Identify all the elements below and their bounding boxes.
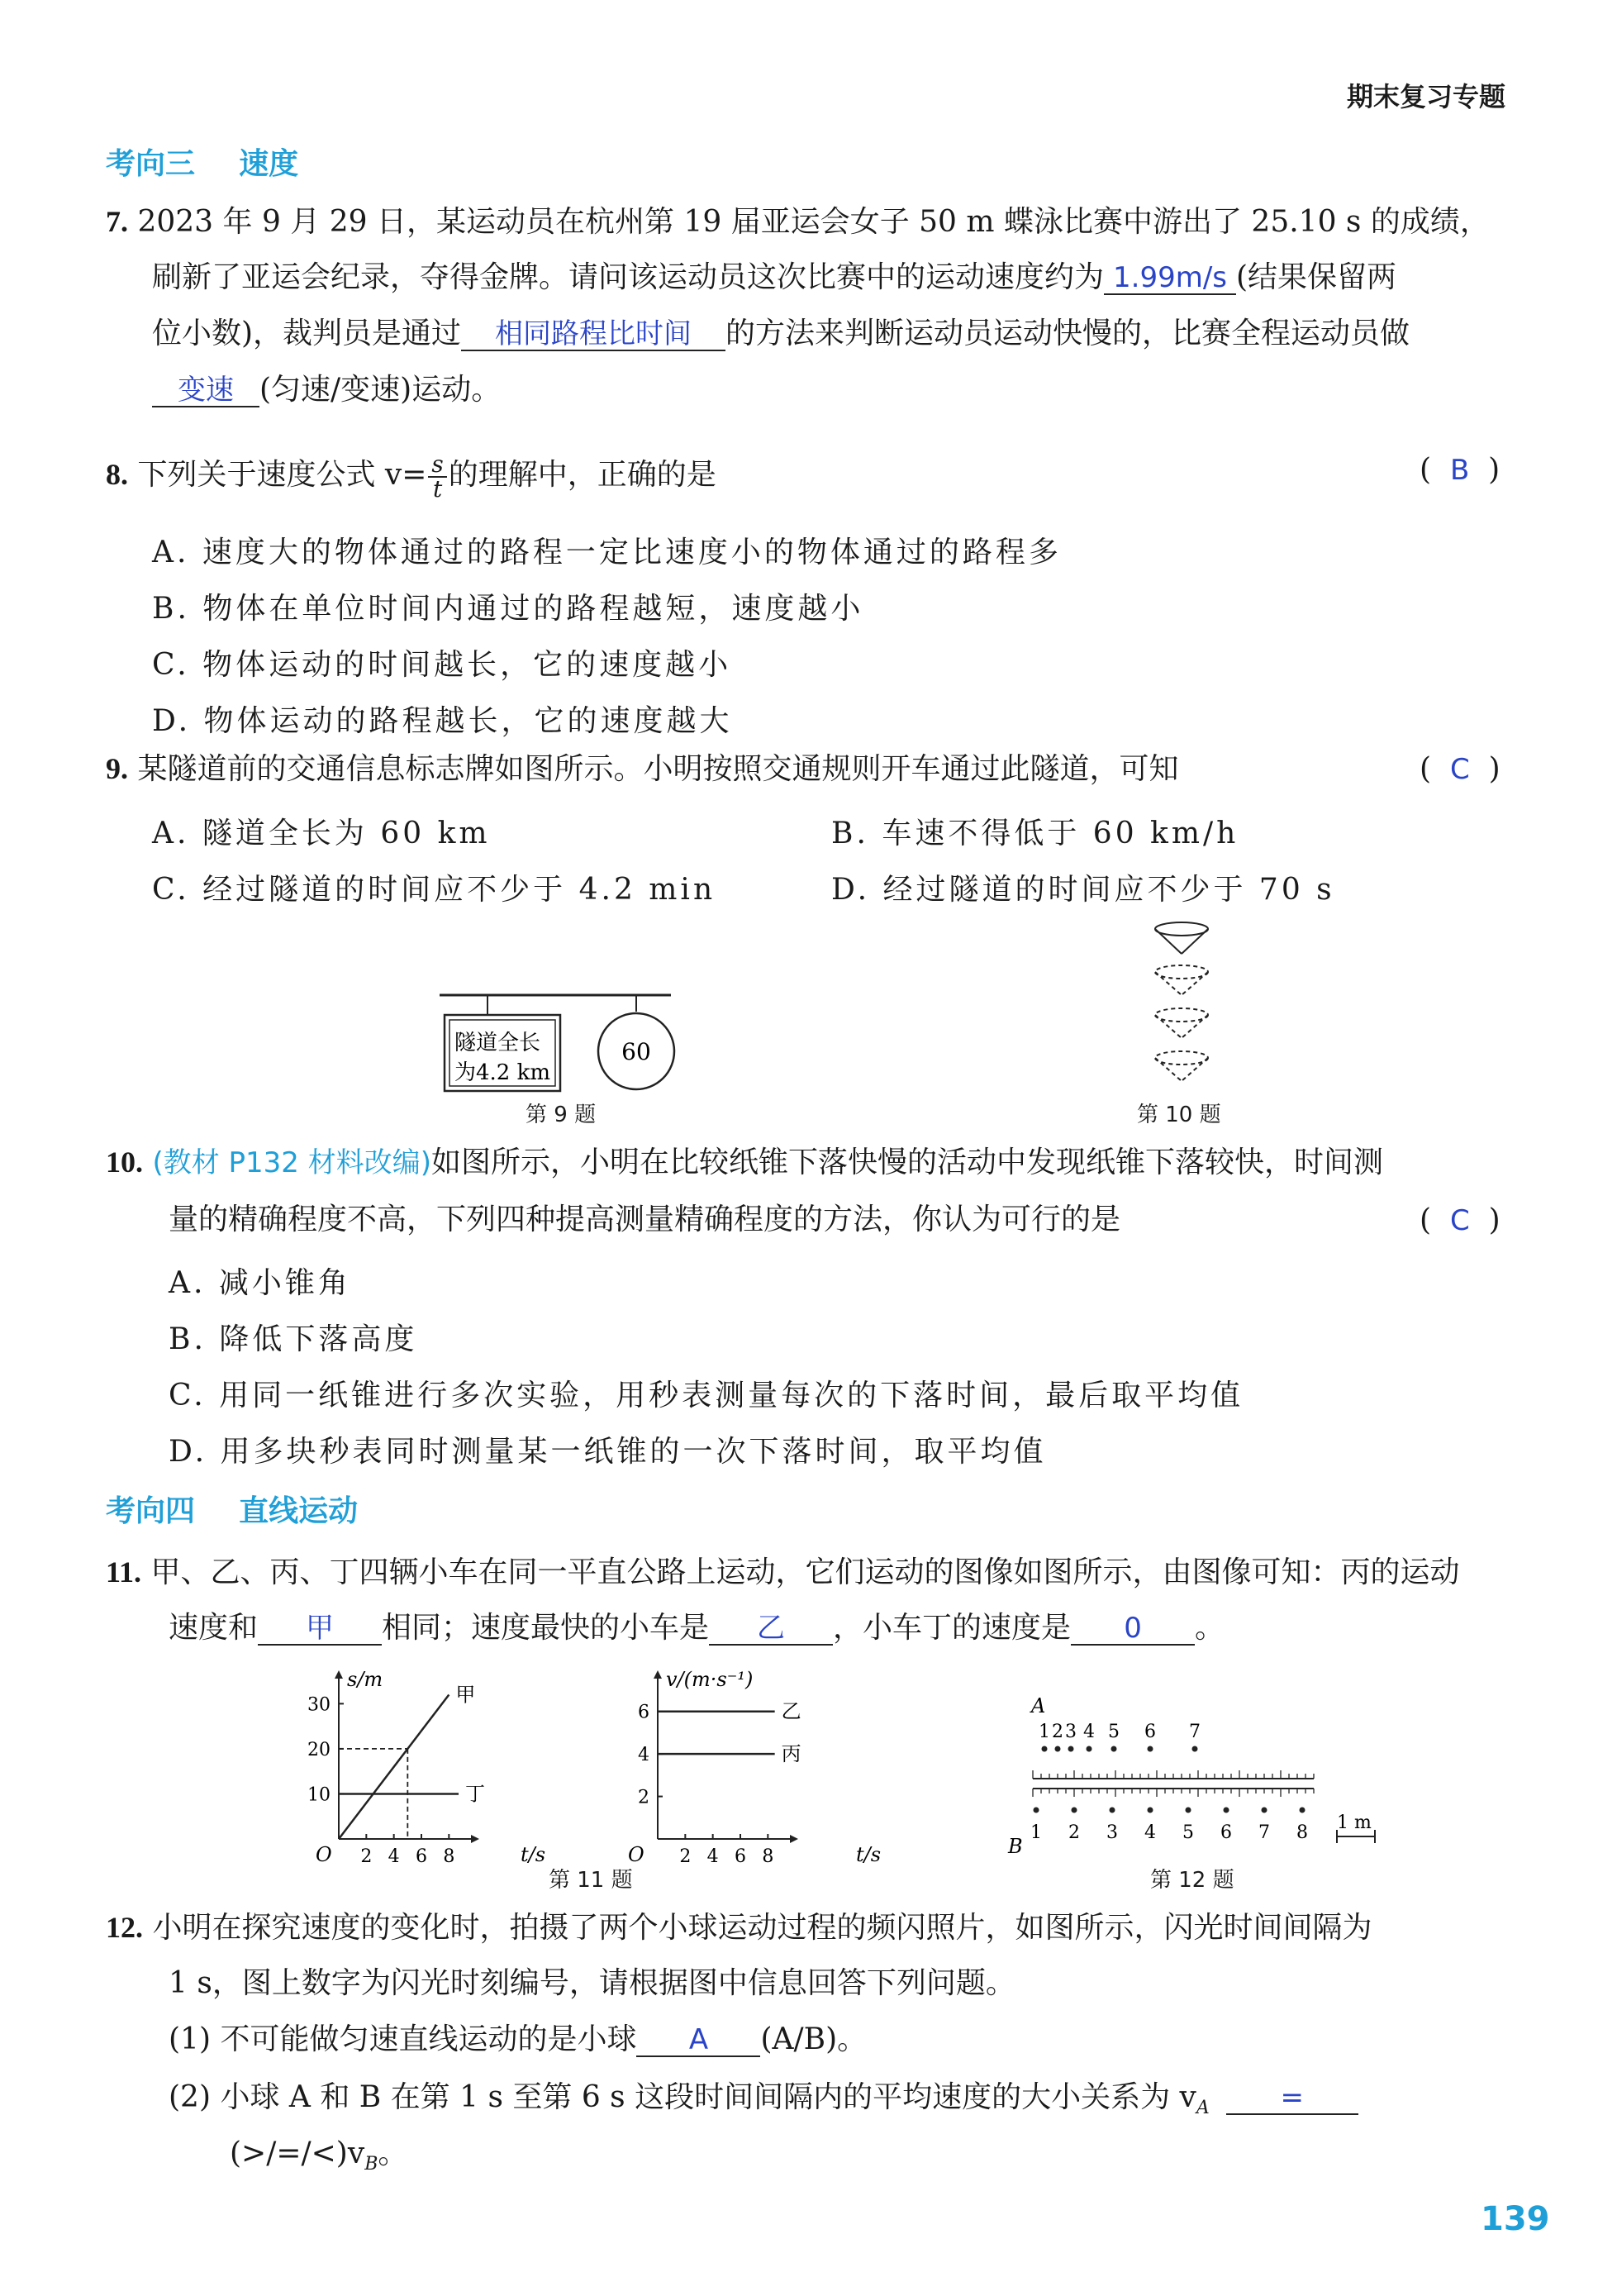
q10-option-c: C. 用同一纸锥进行多次实验，用秒表测量每次的下落时间，最后取平均值 [169, 1379, 1244, 1412]
question-number: 8. [106, 458, 128, 491]
q7-text-4: (匀速/变速)运动。 [259, 373, 502, 407]
q12-sub3 [230, 2137, 407, 2181]
y-tick-label: 20 [307, 1739, 331, 1760]
q7-text-3a: 位小数)，裁判员是通过 [152, 317, 462, 350]
subscript-b: B [364, 2154, 378, 2175]
strobe-photo-figure [992, 1686, 1388, 1868]
q12-sub2 [169, 2081, 1358, 2125]
x-tick-label: 6 [416, 1846, 427, 1867]
q11-text-2c: ，小车丁的速度是 [833, 1611, 1072, 1645]
ball-b-position [1262, 1808, 1267, 1813]
section-name: 直线运动 [239, 1494, 359, 1528]
series-label: 乙 [781, 1699, 801, 1723]
q9-stem [106, 752, 1178, 786]
section-heading-3 [106, 141, 298, 183]
ball-a-flash-number: 3 [1065, 1722, 1077, 1742]
speed-formula-fraction [428, 450, 446, 503]
page-number: 139 [1481, 2200, 1550, 2238]
q11-answer-2: 乙 [757, 1612, 786, 1645]
y-axis-arrow [654, 1670, 662, 1679]
st-graph [281, 1661, 562, 1868]
ball-a-position [1068, 1746, 1074, 1752]
page-header-title: 期末复习专题 [1347, 81, 1506, 112]
q7-line4 [152, 374, 501, 407]
ball-a-position [1055, 1746, 1061, 1752]
y-tick-label: 4 [638, 1745, 649, 1766]
series-label: 丁 [465, 1782, 485, 1806]
q11-line2 [169, 1612, 1225, 1646]
q11-answer-blank-2[interactable] [709, 1612, 833, 1646]
q8-answer: B [1449, 454, 1470, 487]
series-line [339, 1694, 449, 1839]
q12-sub3-text: (>/=/<)v [230, 2136, 365, 2170]
paper-cone-dashed-2 [1155, 1008, 1208, 1038]
question-number: 11. [106, 1555, 142, 1589]
origin-label: O [628, 1843, 644, 1866]
q10-option-a: A. 减小锥角 [169, 1266, 351, 1300]
x-tick-label: 2 [679, 1846, 692, 1867]
q11-text-2d: 。 [1195, 1611, 1225, 1645]
ball-b-position [1148, 1808, 1153, 1813]
x-tick-label: 2 [360, 1846, 373, 1867]
q11-text-2b: 相同；速度最快的小车是 [382, 1611, 710, 1645]
q7-text-2b: (结果保留两 [1236, 260, 1397, 294]
ball-a-flash-number: 1 [1039, 1722, 1050, 1742]
y-axis-label: s/m [347, 1668, 383, 1691]
paper-cone-solid [1155, 922, 1208, 954]
origin-label: O [316, 1843, 332, 1866]
q11-answer-blank-3[interactable] [1071, 1612, 1195, 1646]
ball-a-position [1042, 1746, 1048, 1752]
q7-answer-blank-2[interactable] [461, 318, 725, 351]
q11-answer-1: 甲 [306, 1612, 335, 1645]
y-axis-label: v/(m·s⁻¹) [666, 1668, 754, 1691]
q7-answer-3: 变速 [178, 374, 234, 407]
q8-stem-b: 的理解中，正确的是 [448, 458, 716, 492]
y-tick-label: 30 [307, 1694, 331, 1716]
q10-line2: 量的精确程度不高，下列四种提高测量精确程度的方法，你认为可行的是 [169, 1203, 1121, 1236]
q8-option-c: C. 物体运动的时间越长，它的速度越小 [152, 648, 732, 682]
ball-b-position [1110, 1808, 1115, 1813]
question-number: 9. [106, 752, 128, 785]
ball-b-flash-number: 3 [1106, 1822, 1118, 1843]
x-axis-label: t/s [521, 1843, 546, 1866]
q11-text-1: 甲、乙、丙、丁四辆小车在同一平直公路上运动，它们运动的图像如图所示，由图像可知：丙的运动 [150, 1555, 1460, 1589]
q7-text-1: 2023 年 9 月 29 日，某运动员在杭州第 19 届亚运会女子 50 m 蝶泳比赛中游出了 25.10 s 的成绩， [137, 205, 1490, 239]
ball-b-position [1034, 1808, 1039, 1813]
q7-answer-2: 相同路程比时间 [495, 317, 692, 350]
ball-b-flash-number: 2 [1068, 1822, 1080, 1843]
question-number: 7. [106, 205, 128, 238]
q9-option-a: A. 隧道全长为 60 km [152, 817, 491, 850]
y-tick-label: 6 [638, 1702, 649, 1723]
ball-b-position [1072, 1808, 1077, 1813]
q8-option-a: A. 速度大的物体通过的路程一定比速度小的物体通过的路程多 [152, 536, 1062, 569]
q10-answer-paren[interactable]: ( C ) [1420, 1203, 1501, 1237]
ball-a-position [1148, 1746, 1153, 1752]
ball-a-position [1111, 1746, 1117, 1752]
q12-sub2-text: (2) 小球 A 和 B 在第 1 s 至第 6 s 这段时间间隔内的平均速度的大小关系为 v [169, 2080, 1196, 2114]
q7-text-2a: 刷新了亚运会纪录，夺得金牌。请问该运动员这次比赛中的运动速度约为 [152, 260, 1105, 294]
q7-line2 [152, 261, 1396, 295]
q9-option-d: D. 经过隧道的时间应不少于 70 s [831, 873, 1335, 907]
q9-answer: C [1449, 753, 1470, 786]
q12-line2: 1 s，图上数字为闪光时刻编号，请根据图中信息回答下列问题。 [169, 1966, 1015, 2000]
vt-graph [611, 1661, 892, 1868]
x-tick-label: 8 [762, 1846, 774, 1867]
subscript-a: A [1196, 2098, 1210, 2119]
q12-text-1: 小明在探究速度的变化时，拍摄了两个小球运动过程的频闪照片，如图所示，闪光时间间隔为 [152, 1911, 1372, 1945]
ball-b-position [1186, 1808, 1191, 1813]
q7-text-3b: 的方法来判断运动员运动快慢的，比赛全程运动员做 [725, 317, 1410, 350]
q8-option-d: D. 物体运动的路程越长，它的速度越大 [152, 704, 733, 738]
ball-a-flash-number: 7 [1189, 1722, 1201, 1742]
ball-a-flash-number: 6 [1144, 1722, 1156, 1742]
ball-b-flash-number: 8 [1296, 1822, 1308, 1843]
paper-cone-dashed-1 [1155, 965, 1208, 995]
q11-answer-3: 0 [1124, 1612, 1142, 1645]
figure-caption-q10: 第 10 题 [1137, 1103, 1221, 1127]
y-axis-arrow [335, 1670, 343, 1679]
q11-text-2a: 速度和 [169, 1611, 259, 1645]
q7-line3 [152, 317, 1410, 351]
q9-option-b: B. 车速不得低于 60 km/h [831, 817, 1239, 850]
ball-a-position [1087, 1746, 1092, 1752]
q12-sub1-text: (1) 不可能做匀速直线运动的是小球 [169, 2022, 637, 2056]
paper-cone-dashed-3 [1155, 1051, 1208, 1081]
ball-a-flash-number: 5 [1108, 1722, 1120, 1742]
section-heading-4 [106, 1488, 358, 1530]
q10-text-1: 如图所示，小明在比较纸锥下落快慢的活动中发现纸锥下落较快，时间测 [431, 1146, 1384, 1179]
q10-line1 [106, 1146, 1383, 1179]
x-tick-label: 8 [443, 1846, 455, 1867]
q8-stem-a: 下列关于速度公式 v= [137, 458, 427, 492]
q9-answer-paren[interactable]: ( C ) [1420, 752, 1501, 786]
ball-b-flash-number: 5 [1182, 1822, 1194, 1843]
ball-b-flash-number: 6 [1220, 1822, 1232, 1843]
figure-caption-q11: 第 11 题 [549, 1868, 633, 1893]
ball-a-flash-number: 2 [1052, 1722, 1063, 1742]
q8-answer-paren[interactable]: ( B ) [1420, 453, 1501, 487]
q8-stem [106, 450, 716, 503]
series-label: 甲 [455, 1683, 476, 1707]
q10-answer: C [1449, 1204, 1470, 1237]
q7-line1 [106, 205, 1490, 239]
q7-answer-1: 1.99m/s [1113, 261, 1228, 294]
q12-sub1-end: (A/B)。 [760, 2022, 868, 2056]
x-tick-label: 6 [735, 1846, 746, 1867]
fraction-numerator: s [428, 453, 446, 478]
x-axis-arrow [471, 1835, 479, 1843]
ball-b-flash-number: 7 [1258, 1822, 1270, 1843]
q12-answer-blank-2[interactable] [1226, 2082, 1358, 2115]
question-number: 12. [106, 1911, 143, 1944]
paper-cone-figure [1140, 917, 1223, 1099]
speed-limit-value: 60 [621, 1038, 651, 1065]
q11-line1 [106, 1555, 1459, 1589]
y-tick-label: 10 [307, 1784, 331, 1806]
ball-a-position [1192, 1746, 1198, 1752]
ball-b-position [1300, 1808, 1306, 1813]
q12-sub3-end: 。 [378, 2136, 408, 2170]
q9-option-c: C. 经过隧道的时间应不少于 4.2 min [152, 873, 716, 907]
x-axis-arrow [790, 1835, 798, 1843]
q12-answer-blank-1[interactable] [636, 2024, 760, 2057]
ball-b-label: B [1008, 1835, 1023, 1858]
y-tick-label: 2 [638, 1787, 649, 1808]
x-tick-label: 4 [706, 1846, 719, 1867]
ball-a-label: A [1031, 1694, 1046, 1717]
fraction-denominator: t [432, 475, 443, 503]
q11-answer-blank-1[interactable] [258, 1612, 382, 1646]
scale-bar-label: 1 m [1337, 1813, 1372, 1833]
source-tag: (教材 P132 材料改编) [152, 1146, 431, 1179]
sign-text-2: 为4.2 km [454, 1060, 551, 1085]
figure-caption-q9: 第 9 题 [526, 1103, 597, 1127]
q12-sub1 [169, 2023, 867, 2057]
q10-option-b: B. 降低下落高度 [169, 1322, 418, 1356]
q8-option-b: B. 物体在单位时间内通过的路程越短，速度越小 [152, 592, 864, 626]
q7-answer-blank-1[interactable] [1104, 262, 1236, 295]
section-label: 考向三 [106, 147, 196, 181]
x-tick-label: 4 [388, 1846, 400, 1867]
series-label: 丙 [781, 1742, 801, 1766]
sign-text-1: 隧道全长 [454, 1031, 541, 1055]
ball-a-flash-number: 4 [1083, 1722, 1095, 1742]
q7-answer-blank-3[interactable] [152, 374, 259, 407]
section-label: 考向四 [106, 1494, 196, 1528]
q10-option-d: D. 用多块秒表同时测量某一纸锥的一次下落时间，取平均值 [169, 1435, 1047, 1469]
question-number: 10. [106, 1146, 143, 1179]
q12-answer-2: = [1280, 2081, 1305, 2114]
ball-b-flash-number: 1 [1030, 1822, 1042, 1843]
x-axis-label: t/s [856, 1843, 882, 1866]
tunnel-sign-figure [430, 975, 678, 1108]
q12-answer-1: A [688, 2023, 709, 2056]
q12-line1 [106, 1911, 1372, 1945]
section-name: 速度 [239, 147, 299, 181]
ball-b-flash-number: 4 [1144, 1822, 1156, 1843]
q9-stem-text: 某隧道前的交通信息标志牌如图所示。小明按照交通规则开车通过此隧道，可知 [137, 752, 1179, 786]
figure-caption-q12: 第 12 题 [1150, 1868, 1234, 1893]
ball-b-position [1224, 1808, 1229, 1813]
